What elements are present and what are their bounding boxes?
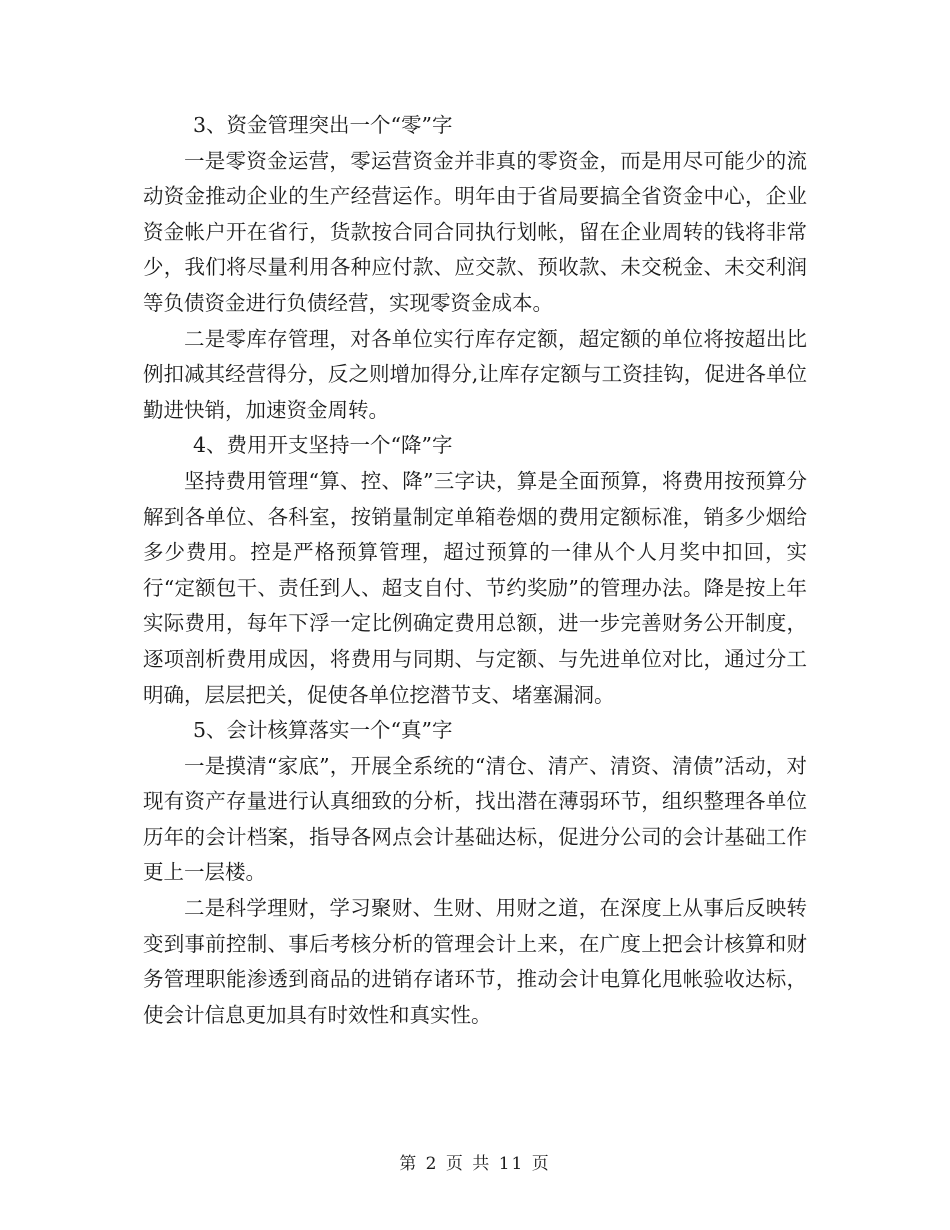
paragraph: 坚持费用管理“算、控、降”三字诀，算是全面预算，将费用按预算分解到各单位、各科室，按销量制定单箱卷烟的费用定额标准，销多少烟给多少费用。控是严格预算管理，超过预算的一律从个人月奖中扣回，实行“定额包干、责任到人、超支自付、节约奖励”的管理办法。降是按上年实际费用，每年下浮一定比例确定费用总额，进一步完善财务公开制度，逐项剖析费用成因，将费用与同期、与定额、与先进单位对比，通过分工明确，层层把关，促使各单位挖潜节支、堵塞漏洞。 [143, 468, 807, 707]
section-heading-5: 5、会计核算落实一个“真”字 [193, 718, 453, 743]
paragraph: 一是零资金运营，零运营资金并非真的零资金，而是用尽可能少的流动资金推动企业的生产经营运作。明年由于省局要搞全省资金中心，企业资金帐户开在省行，货款按合同合同执行划帐，留在企业周转的钱将非常少，我们将尽量利用各种应付款、应交款、预收款、未交税金、未交利润等负债资金进行负债经营，实现零资金成本。 [143, 148, 807, 315]
paragraph: 二是科学理财，学习聚财、生财、用财之道，在深度上从事后反映转变到事前控制、事后考核分析的管理会计上来，在广度上把会计核算和财务管理职能渗透到商品的进销存诸环节，推动会计电算化甩帐验收达标，使会计信息更加具有时效性和真实性。 [143, 896, 807, 1027]
paragraph: 一是摸清“家底”，开展全系统的“清仓、清产、清资、清债”活动，对现有资产存量进行认真细致的分析，找出潜在薄弱环节，组织整理各单位历年的会计档案，指导各网点会计基础达标，促进分公司的会计基础工作更上一层楼。 [143, 753, 807, 885]
paragraph: 二是零库存管理，对各单位实行库存定额，超定额的单位将按超出比例扣减其经营得分，反之则增加得分,让库存定额与工资挂钩，促进各单位勤进快销，加速资金周转。 [143, 326, 807, 422]
page-number-footer: 第 2 页 共 11 页 [399, 1154, 551, 1174]
document-body [143, 108, 807, 1033]
section-heading-3: 3、资金管理突出一个“零”字 [193, 113, 453, 137]
section-heading-4: 4、费用开支坚持一个“降”字 [193, 433, 453, 458]
